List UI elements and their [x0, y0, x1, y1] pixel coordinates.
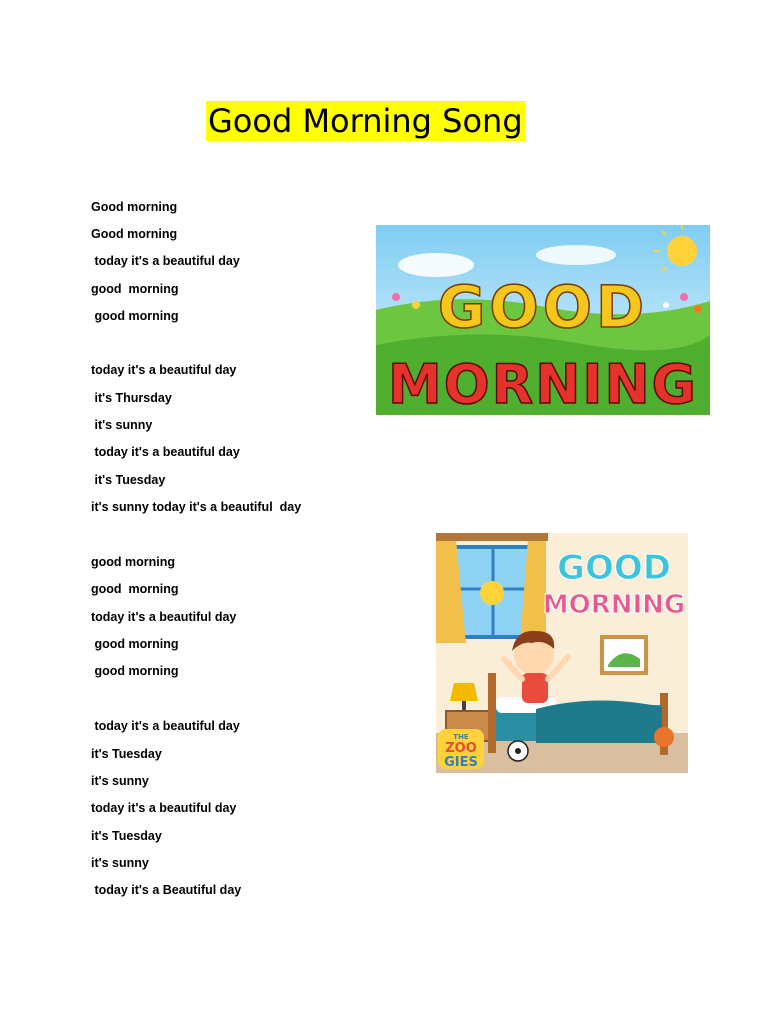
banner-word-morning: MORNING	[387, 353, 699, 415]
lyric-line: today it's a beautiful day	[91, 445, 240, 459]
lyric-line: good morning	[91, 637, 179, 651]
logo-the: THE	[453, 733, 469, 741]
lyric-line: it's sunny	[91, 856, 149, 870]
lyric-line: good morning	[91, 282, 179, 296]
lyric-line: good morning	[91, 582, 179, 596]
bedroom-scene-image	[436, 533, 688, 773]
bedroom-heading-morning: MORNING	[542, 590, 686, 620]
lyric-line: good morning	[91, 309, 179, 323]
page-title: Good Morning Song	[208, 102, 523, 140]
lyric-line: today it's a beautiful day	[91, 610, 237, 624]
lyric-line: good morning	[91, 664, 179, 678]
bedroom-heading-good: GOOD	[557, 548, 671, 588]
lyric-line: Good morning	[91, 227, 178, 241]
lyric-line: it's Tuesday	[91, 829, 162, 843]
lyric-line: it's sunny	[91, 774, 149, 788]
lyric-line: today it's a beautiful day	[91, 363, 237, 377]
lyric-line: today it's a Beautiful day	[91, 883, 242, 897]
banner-word-good: GOOD	[437, 273, 649, 341]
lyric-line: today it's a beautiful day	[91, 254, 240, 268]
lyric-line: it's sunny	[91, 418, 153, 432]
logo-gies: GIES	[444, 755, 478, 770]
lyric-line: it's Thursday	[91, 391, 172, 405]
good-morning-banner-image	[376, 225, 710, 415]
lyric-line: today it's a beautiful day	[91, 719, 240, 733]
lyric-line: good morning	[91, 555, 176, 569]
lyric-line: it's sunny today it's a beautiful day	[91, 500, 302, 514]
logo-zoo: ZOO	[445, 741, 477, 756]
lyric-line: it's Tuesday	[91, 747, 162, 761]
lyric-line: it's Tuesday	[91, 473, 166, 487]
lyric-line: today it's a beautiful day	[91, 801, 237, 815]
lyric-line: Good morning	[91, 200, 178, 214]
